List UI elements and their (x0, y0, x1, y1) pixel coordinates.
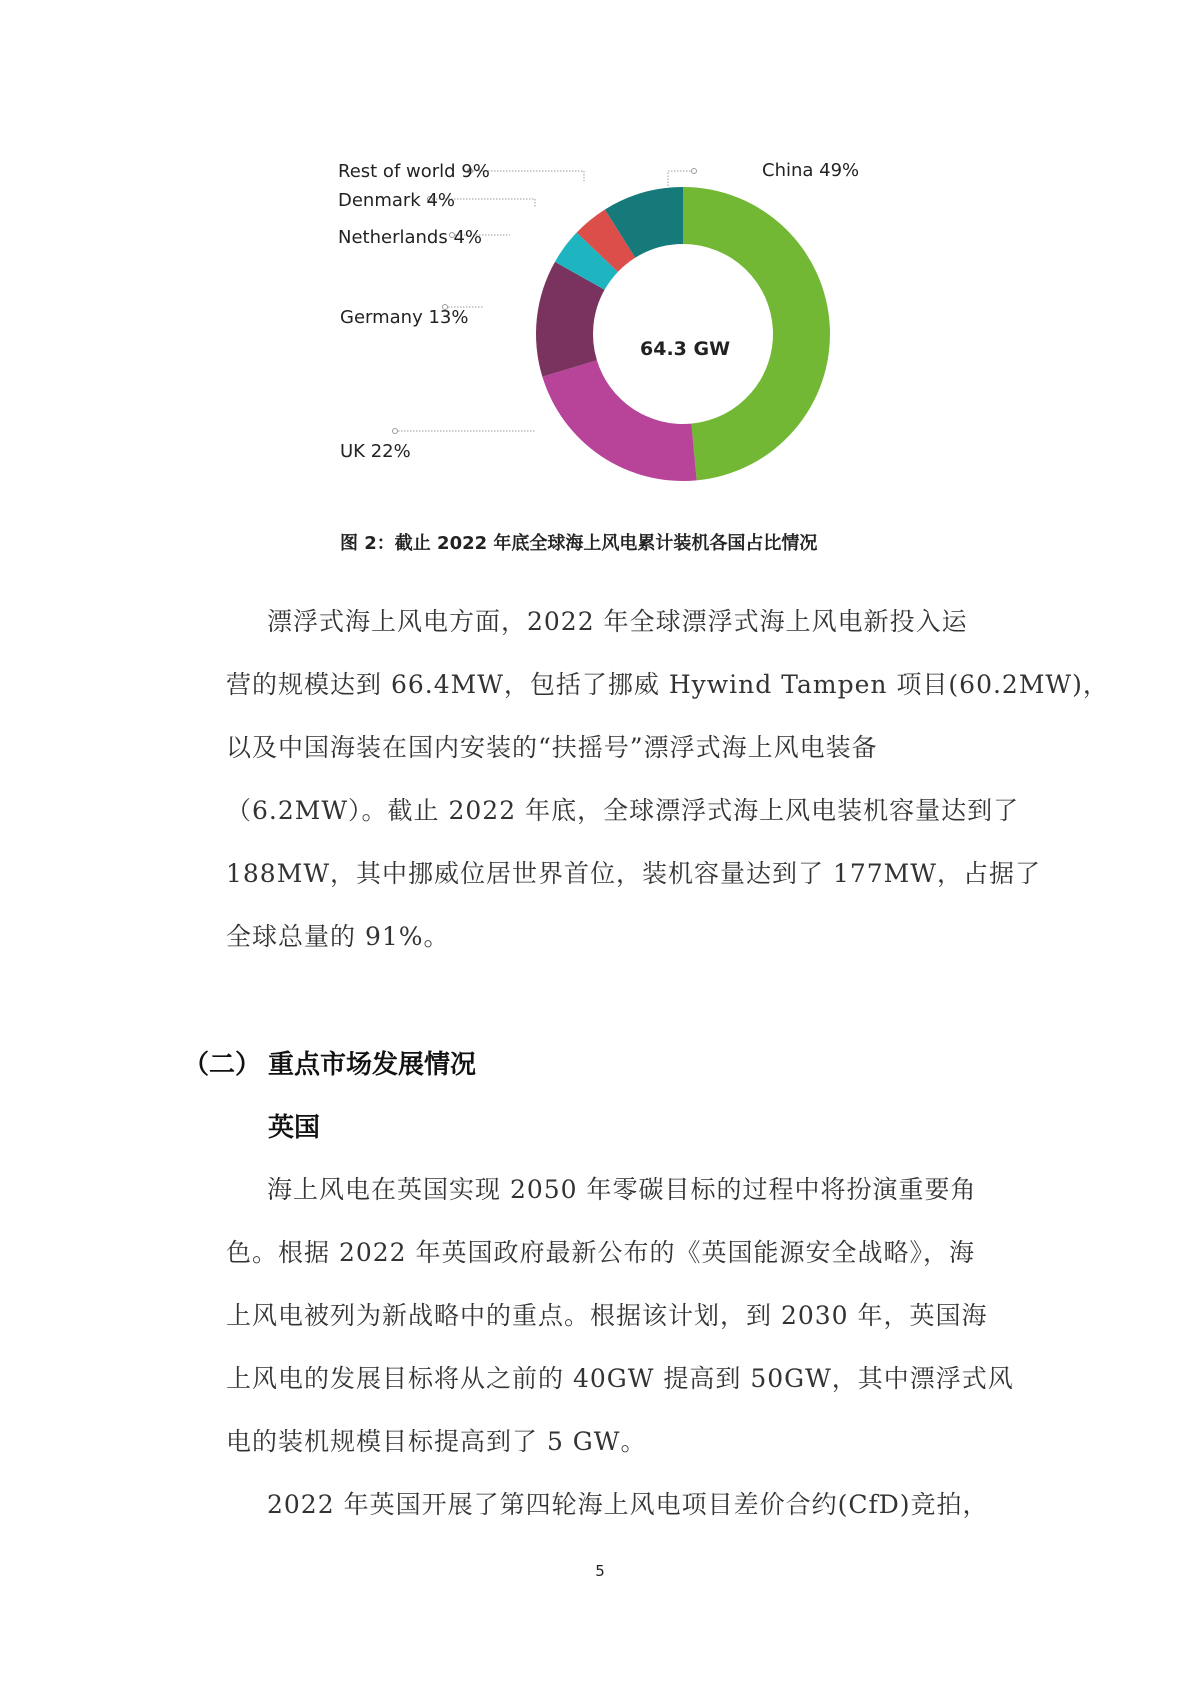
donut-slice-china (683, 187, 830, 480)
page-number: 5 (595, 1562, 605, 1580)
donut-center-total: 64.3 GW (640, 338, 731, 360)
paragraph1-line: 营的规模达到 66.4MW，包括了挪威 Hywind Tampen 项目(60.2MW)， (226, 670, 1109, 699)
slice-label-denmark: Denmark 4% (338, 190, 456, 211)
slice-label-rest-of-world: Rest of world 9% (338, 161, 490, 182)
paragraph1-line: 全球总量的 91%。 (226, 922, 450, 951)
slice-label-germany: Germany 13% (340, 307, 469, 328)
paragraph1-line: 188MW，其中挪威位居世界首位，装机容量达到了 177MW，占据了 (226, 859, 1041, 888)
leader-uk-dot (393, 429, 398, 434)
leader-china (668, 171, 694, 186)
paragraph1-line: 漂浮式海上风电方面，2022 年全球漂浮式海上风电新投入运 (267, 607, 968, 636)
section-number: （二） (183, 1050, 262, 1080)
donut-slice-uk (542, 360, 696, 481)
figure-caption: 图 2：截止 2022 年底全球海上风电累计装机各国占比情况 (340, 533, 818, 554)
donut-chart (330, 160, 890, 525)
paragraph1-line: （6.2MW）。截止 2022 年底，全球漂浮式海上风电装机容量达到了 (226, 796, 1020, 825)
slice-label-uk: UK 22% (340, 441, 411, 462)
paragraph2-line: 电的装机规模目标提高到了 5 GW。 (226, 1427, 647, 1456)
section-subtitle: 英国 (268, 1113, 321, 1143)
paragraph2-line: 上风电的发展目标将从之前的 40GW 提高到 50GW，其中漂浮式风 (226, 1364, 1014, 1393)
paragraph1-line: 以及中国海装在国内安装的“扶摇号”漂浮式海上风电装备 (226, 733, 878, 762)
paragraph2-line: 色。根据 2022 年英国政府最新公布的《英国能源安全战略》，海 (226, 1238, 976, 1267)
donut-chart-svg (330, 160, 890, 525)
section-title: 重点市场发展情况 (268, 1050, 477, 1080)
slice-label-netherlands: Netherlands 4% (338, 227, 482, 248)
slice-label-china: China 49% (762, 160, 860, 181)
paragraph2-line: 海上风电在英国实现 2050 年零碳目标的过程中将扮演重要角 (267, 1175, 977, 1204)
paragraph3-line: 2022 年英国开展了第四轮海上风电项目差价合约(CfD)竞拍， (267, 1490, 989, 1519)
paragraph2-line: 上风电被列为新战略中的重点。根据该计划，到 2030 年，英国海 (226, 1301, 988, 1330)
leader-china-dot (692, 169, 697, 174)
